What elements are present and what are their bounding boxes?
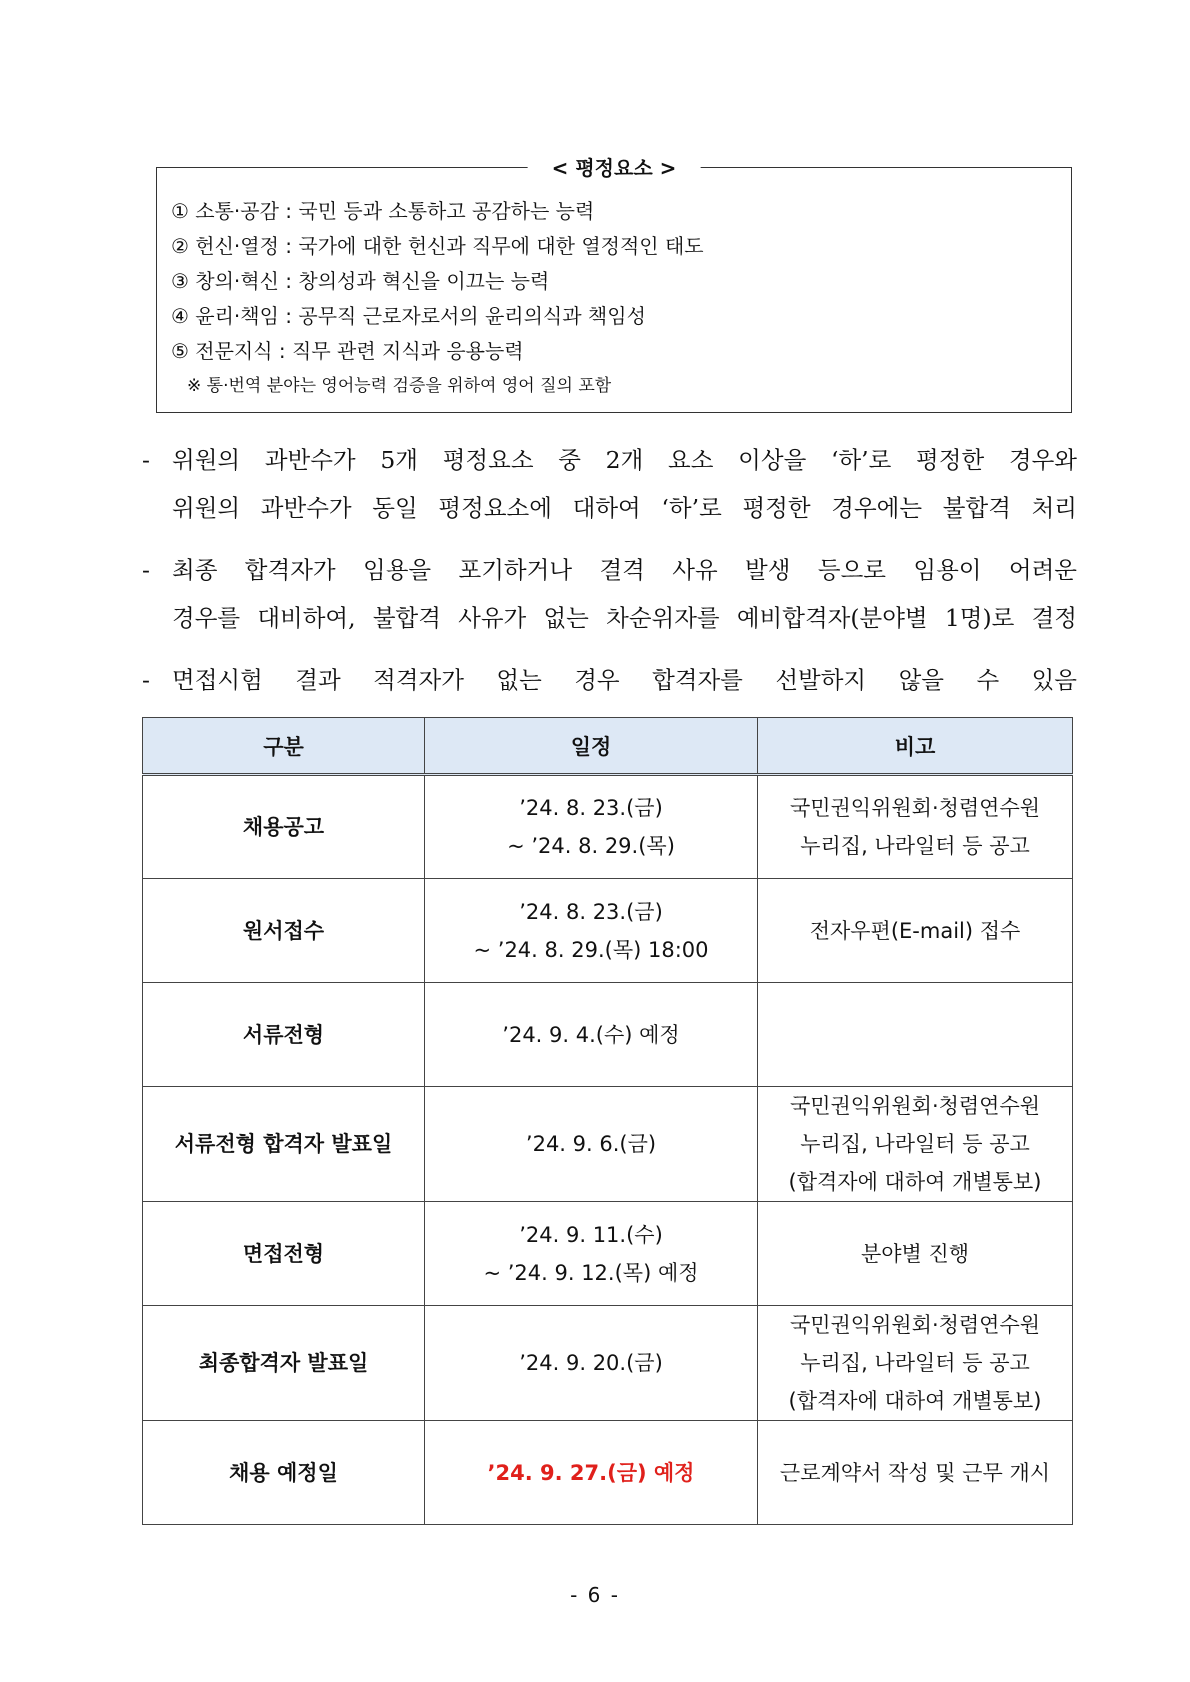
date-line: ~ ’24. 8. 29.(목) 18:00 bbox=[473, 937, 709, 962]
note-line: 누리집, 나라일터 등 공고 bbox=[800, 1132, 1030, 1156]
table-row bbox=[143, 775, 1073, 879]
note-line: (합격자에 대하여 개별통보) bbox=[788, 1170, 1042, 1194]
note-line: 누리집, 나라일터 등 공고 bbox=[800, 1351, 1030, 1375]
schedule-rows bbox=[143, 775, 1073, 1525]
note-line: 국민권익위원회·청렴연수원 bbox=[789, 1313, 1041, 1337]
row-category: 서류전형 합격자 발표일 bbox=[143, 1087, 425, 1202]
criteria-item: ④ 윤리·책임 : 공무직 근로자로서의 윤리의식과 책임성 bbox=[171, 304, 646, 328]
row-note bbox=[758, 879, 1073, 983]
row-note bbox=[758, 1202, 1073, 1306]
row-date bbox=[425, 1421, 758, 1525]
bullet-line: 위원의 과반수가 동일 평정요소에 대하여 ‘하’로 평정한 경우에는 불합격 처리 bbox=[172, 494, 1077, 522]
bullet-line: 위원의 과반수가 5개 평정요소 중 2개 요소 이상을 ‘하’로 평정한 경우와 bbox=[172, 446, 1077, 474]
row-category: 채용공고 bbox=[143, 775, 425, 879]
date-line: ’24. 8. 23.(금) bbox=[519, 899, 663, 924]
bullet-line: 면접시험 결과 적격자가 없는 경우 합격자를 선발하지 않을 수 있음 bbox=[172, 666, 1077, 694]
note-line: 국민권익위원회·청렴연수원 bbox=[789, 796, 1041, 820]
table-row bbox=[143, 1306, 1073, 1421]
table-row bbox=[143, 1421, 1073, 1525]
criteria-box-title: < 평정요소 > bbox=[528, 155, 701, 181]
date-line: ’24. 8. 23.(금) bbox=[519, 796, 663, 820]
note-line: 전자우편(E-mail) 접수 bbox=[809, 918, 1021, 943]
row-date bbox=[425, 983, 758, 1087]
note-line: 국민권익위원회·청렴연수원 bbox=[789, 1094, 1041, 1118]
row-category: 채용 예정일 bbox=[143, 1421, 425, 1525]
row-date bbox=[425, 1202, 758, 1306]
note-line: (합격자에 대하여 개별통보) bbox=[788, 1389, 1042, 1413]
bullet-dash: - bbox=[142, 556, 150, 584]
note-line: 누리집, 나라일터 등 공고 bbox=[800, 834, 1030, 858]
row-note bbox=[758, 983, 1073, 1087]
criteria-item: ② 헌신·열정 : 국가에 대한 헌신과 직무에 대한 열정적인 태도 bbox=[171, 234, 704, 258]
note-line: 분야별 진행 bbox=[860, 1241, 970, 1266]
table-row bbox=[143, 1087, 1073, 1202]
row-note bbox=[758, 1421, 1073, 1525]
bullet-line: 경우를 대비하여, 불합격 사유가 없는 차순위자를 예비합격자(분야별 1명)로 결정 bbox=[172, 604, 1077, 632]
table-header-row bbox=[143, 718, 1073, 775]
date-line: ’24. 9. 27.(금) 예정 bbox=[487, 1460, 695, 1485]
criteria-item: ① 소통·공감 : 국민 등과 소통하고 공감하는 능력 bbox=[171, 199, 595, 223]
criteria-list bbox=[171, 194, 1061, 403]
bullet-text bbox=[172, 546, 1077, 642]
schedule-table bbox=[142, 717, 1073, 1525]
header-note: 비고 bbox=[758, 718, 1073, 775]
row-date bbox=[425, 1306, 758, 1421]
date-line: ’24. 9. 4.(수) 예정 bbox=[502, 1022, 680, 1047]
rule-bullet-list bbox=[142, 436, 1077, 718]
row-note bbox=[758, 1087, 1073, 1202]
page-number: - 6 - bbox=[570, 1583, 620, 1607]
bullet-dash: - bbox=[142, 446, 150, 474]
rule-bullet bbox=[142, 546, 1077, 642]
row-category: 원서접수 bbox=[143, 879, 425, 983]
row-date bbox=[425, 775, 758, 879]
table-row bbox=[143, 879, 1073, 983]
criteria-item: ⑤ 전문지식 : 직무 관련 지식과 응용능력 bbox=[171, 339, 524, 363]
criteria-note: ※ 통·번역 분야는 영어능력 검증을 위하여 영어 질의 포함 bbox=[187, 376, 612, 396]
row-category: 서류전형 bbox=[143, 983, 425, 1087]
row-date bbox=[425, 1087, 758, 1202]
date-line: ’24. 9. 11.(수) bbox=[519, 1222, 663, 1247]
bullet-text bbox=[172, 656, 1077, 704]
bullet-text bbox=[172, 436, 1077, 532]
row-note bbox=[758, 775, 1073, 879]
rule-bullet bbox=[142, 436, 1077, 532]
header-category: 구분 bbox=[143, 718, 425, 775]
row-category: 면접전형 bbox=[143, 1202, 425, 1306]
header-date: 일정 bbox=[425, 718, 758, 775]
note-line: 근로계약서 작성 및 근무 개시 bbox=[779, 1460, 1051, 1485]
date-line: ~ ’24. 9. 12.(목) 예정 bbox=[483, 1260, 699, 1285]
row-note bbox=[758, 1306, 1073, 1421]
evaluation-criteria-box bbox=[156, 156, 1072, 413]
row-date bbox=[425, 879, 758, 983]
date-line: ’24. 9. 6.(금) bbox=[525, 1132, 657, 1156]
rule-bullet bbox=[142, 656, 1077, 704]
table-row bbox=[143, 983, 1073, 1087]
date-line: ~ ’24. 8. 29.(목) bbox=[507, 834, 675, 858]
bullet-dash: - bbox=[142, 666, 150, 694]
date-line: ’24. 9. 20.(금) bbox=[519, 1351, 663, 1375]
row-category: 최종합격자 발표일 bbox=[143, 1306, 425, 1421]
criteria-item: ③ 창의·혁신 : 창의성과 혁신을 이끄는 능력 bbox=[171, 269, 550, 293]
bullet-line: 최종 합격자가 임용을 포기하거나 결격 사유 발생 등으로 임용이 어려운 bbox=[172, 556, 1077, 584]
table-row bbox=[143, 1202, 1073, 1306]
